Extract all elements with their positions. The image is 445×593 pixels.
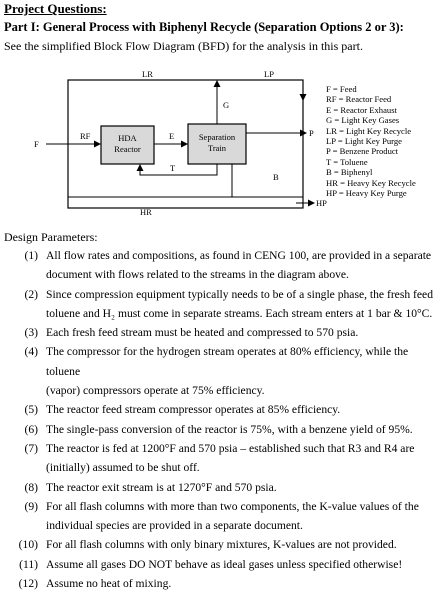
design-parameter-item xyxy=(4,323,442,342)
legend-entry: RF = Reactor Feed xyxy=(326,94,392,105)
item-text-line: For all flash columns with more than two components, the K-value values of the xyxy=(46,499,419,513)
item-number: (9) xyxy=(24,499,38,513)
legend-entry: P = Benzene Product xyxy=(326,146,399,157)
item-text-line: The single-pass conversion of the reactor is 75%, with a benzene yield of 95%. xyxy=(46,422,413,436)
design-parameter-item xyxy=(4,535,442,554)
item-number: (8) xyxy=(24,480,38,494)
item-number: (5) xyxy=(24,403,38,417)
reactor-label-line2: Reactor xyxy=(114,144,141,154)
item-text-line: Assume no heat of mixing. xyxy=(46,577,172,591)
design-parameter-item xyxy=(4,439,442,478)
hda-reactor-block xyxy=(101,126,154,164)
stream-label-hp: HP xyxy=(316,198,327,208)
item-number: (1) xyxy=(24,249,38,262)
stream-label-e: E xyxy=(169,131,175,141)
stream-label-t: T xyxy=(170,163,176,173)
item-text-line: document with flows related to the streams in the diagram above. xyxy=(46,268,349,282)
item-text-line: The reactor is fed at 1200°F and 570 psia – established such that R3 and R4 are xyxy=(46,441,415,455)
stream-label-rf: RF xyxy=(80,131,91,141)
item-number: (2) xyxy=(24,287,38,301)
item-text-line: Each fresh feed stream must be heated and compressed to 570 psia. xyxy=(46,326,359,340)
item-text-line: Since compression equipment typically needs to be of a single phase, the fresh feed xyxy=(46,287,433,301)
legend-entry: B = Biphenyl xyxy=(326,167,373,178)
stream-label-lp: LP xyxy=(264,69,274,79)
separation-train-block xyxy=(188,124,246,164)
item-text-line: For all flash columns with only binary mixtures, K-values are not provided. xyxy=(46,538,397,552)
heavy-purge-arrow xyxy=(296,197,314,203)
toluene-recycle-arrow xyxy=(140,164,217,175)
item-number: (7) xyxy=(24,441,38,455)
legend-entry: HR = Heavy Key Recycle xyxy=(326,177,416,188)
legend-entry: G = Light Key Gases xyxy=(326,115,400,126)
design-parameter-item xyxy=(4,574,442,593)
design-parameter-item xyxy=(4,497,442,536)
legend-entry: F = Feed xyxy=(326,84,357,94)
item-number: (10) xyxy=(18,538,38,552)
item-text-line: The reactor exit stream is at 1270°F and 570 psia. xyxy=(46,480,277,494)
item-text-line: Assume all gases DO NOT behave as ideal gases unless specified otherwise! xyxy=(46,557,403,571)
design-parameter-item xyxy=(4,246,442,285)
stream-legend xyxy=(326,84,416,198)
item-text-line: The reactor feed stream compressor operates at 85% efficiency. xyxy=(46,403,341,417)
item-text-line: The compressor for the hydrogen stream operates at 80% efficiency, while the toluene xyxy=(46,345,409,378)
item-number: (6) xyxy=(24,422,38,436)
item-number: (4) xyxy=(24,345,38,359)
item-text-line: (vapor) compressors operate at 75% efficiency. xyxy=(46,384,265,398)
separation-label-line2: Train xyxy=(207,143,227,153)
stream-label-lr: LR xyxy=(142,69,153,79)
design-parameter-list xyxy=(4,246,442,593)
item-text-line: individual species are provided in a separate document. xyxy=(46,519,303,533)
intro-text: See the simplified Block Flow Diagram (BFD) for the analysis in this part. xyxy=(4,39,363,53)
biphenyl-stream xyxy=(68,164,303,197)
item-number: (3) xyxy=(24,326,38,340)
item-number: (12) xyxy=(18,577,38,591)
separation-label-line1: Separation xyxy=(198,132,236,142)
legend-entry: LP = Light Key Purge xyxy=(326,136,402,147)
design-parameter-item xyxy=(4,342,442,400)
design-parameter-item xyxy=(4,420,442,439)
part-heading: Part I: General Process with Biphenyl Recycle (Separation Options 2 or 3): xyxy=(4,20,404,34)
stream-label-g: G xyxy=(223,100,230,110)
stream-label-f: F xyxy=(34,139,39,149)
design-parameters-heading: Design Parameters: xyxy=(4,230,98,244)
reactor-label-line1: HDA xyxy=(118,133,137,143)
item-text-line: toluene and H₂ must come in separate streams. Each stream enters at 1 bar & 10°C. xyxy=(46,306,433,320)
stream-label-p: P xyxy=(309,128,314,138)
legend-entry: HP = Heavy Key Purge xyxy=(326,188,407,199)
design-parameter-item xyxy=(4,285,442,324)
stream-label-hr: HR xyxy=(140,207,152,217)
design-parameter-item xyxy=(4,555,442,574)
legend-entry: T = Toluene xyxy=(326,156,368,167)
legend-entry: LR = Light Key Recycle xyxy=(326,125,412,136)
stream-label-b: B xyxy=(273,172,279,182)
page-title: Project Questions: xyxy=(4,1,107,16)
item-text-line: (initially) assumed to be shut off. xyxy=(46,461,200,475)
item-text-line: All flow rates and compositions, as found in CENG 100, are provided in a separate xyxy=(46,249,432,262)
design-parameter-item xyxy=(4,400,442,419)
item-number: (11) xyxy=(19,557,38,571)
legend-entry: E = Reactor Exhaust xyxy=(326,104,397,115)
design-parameter-item xyxy=(4,478,442,497)
